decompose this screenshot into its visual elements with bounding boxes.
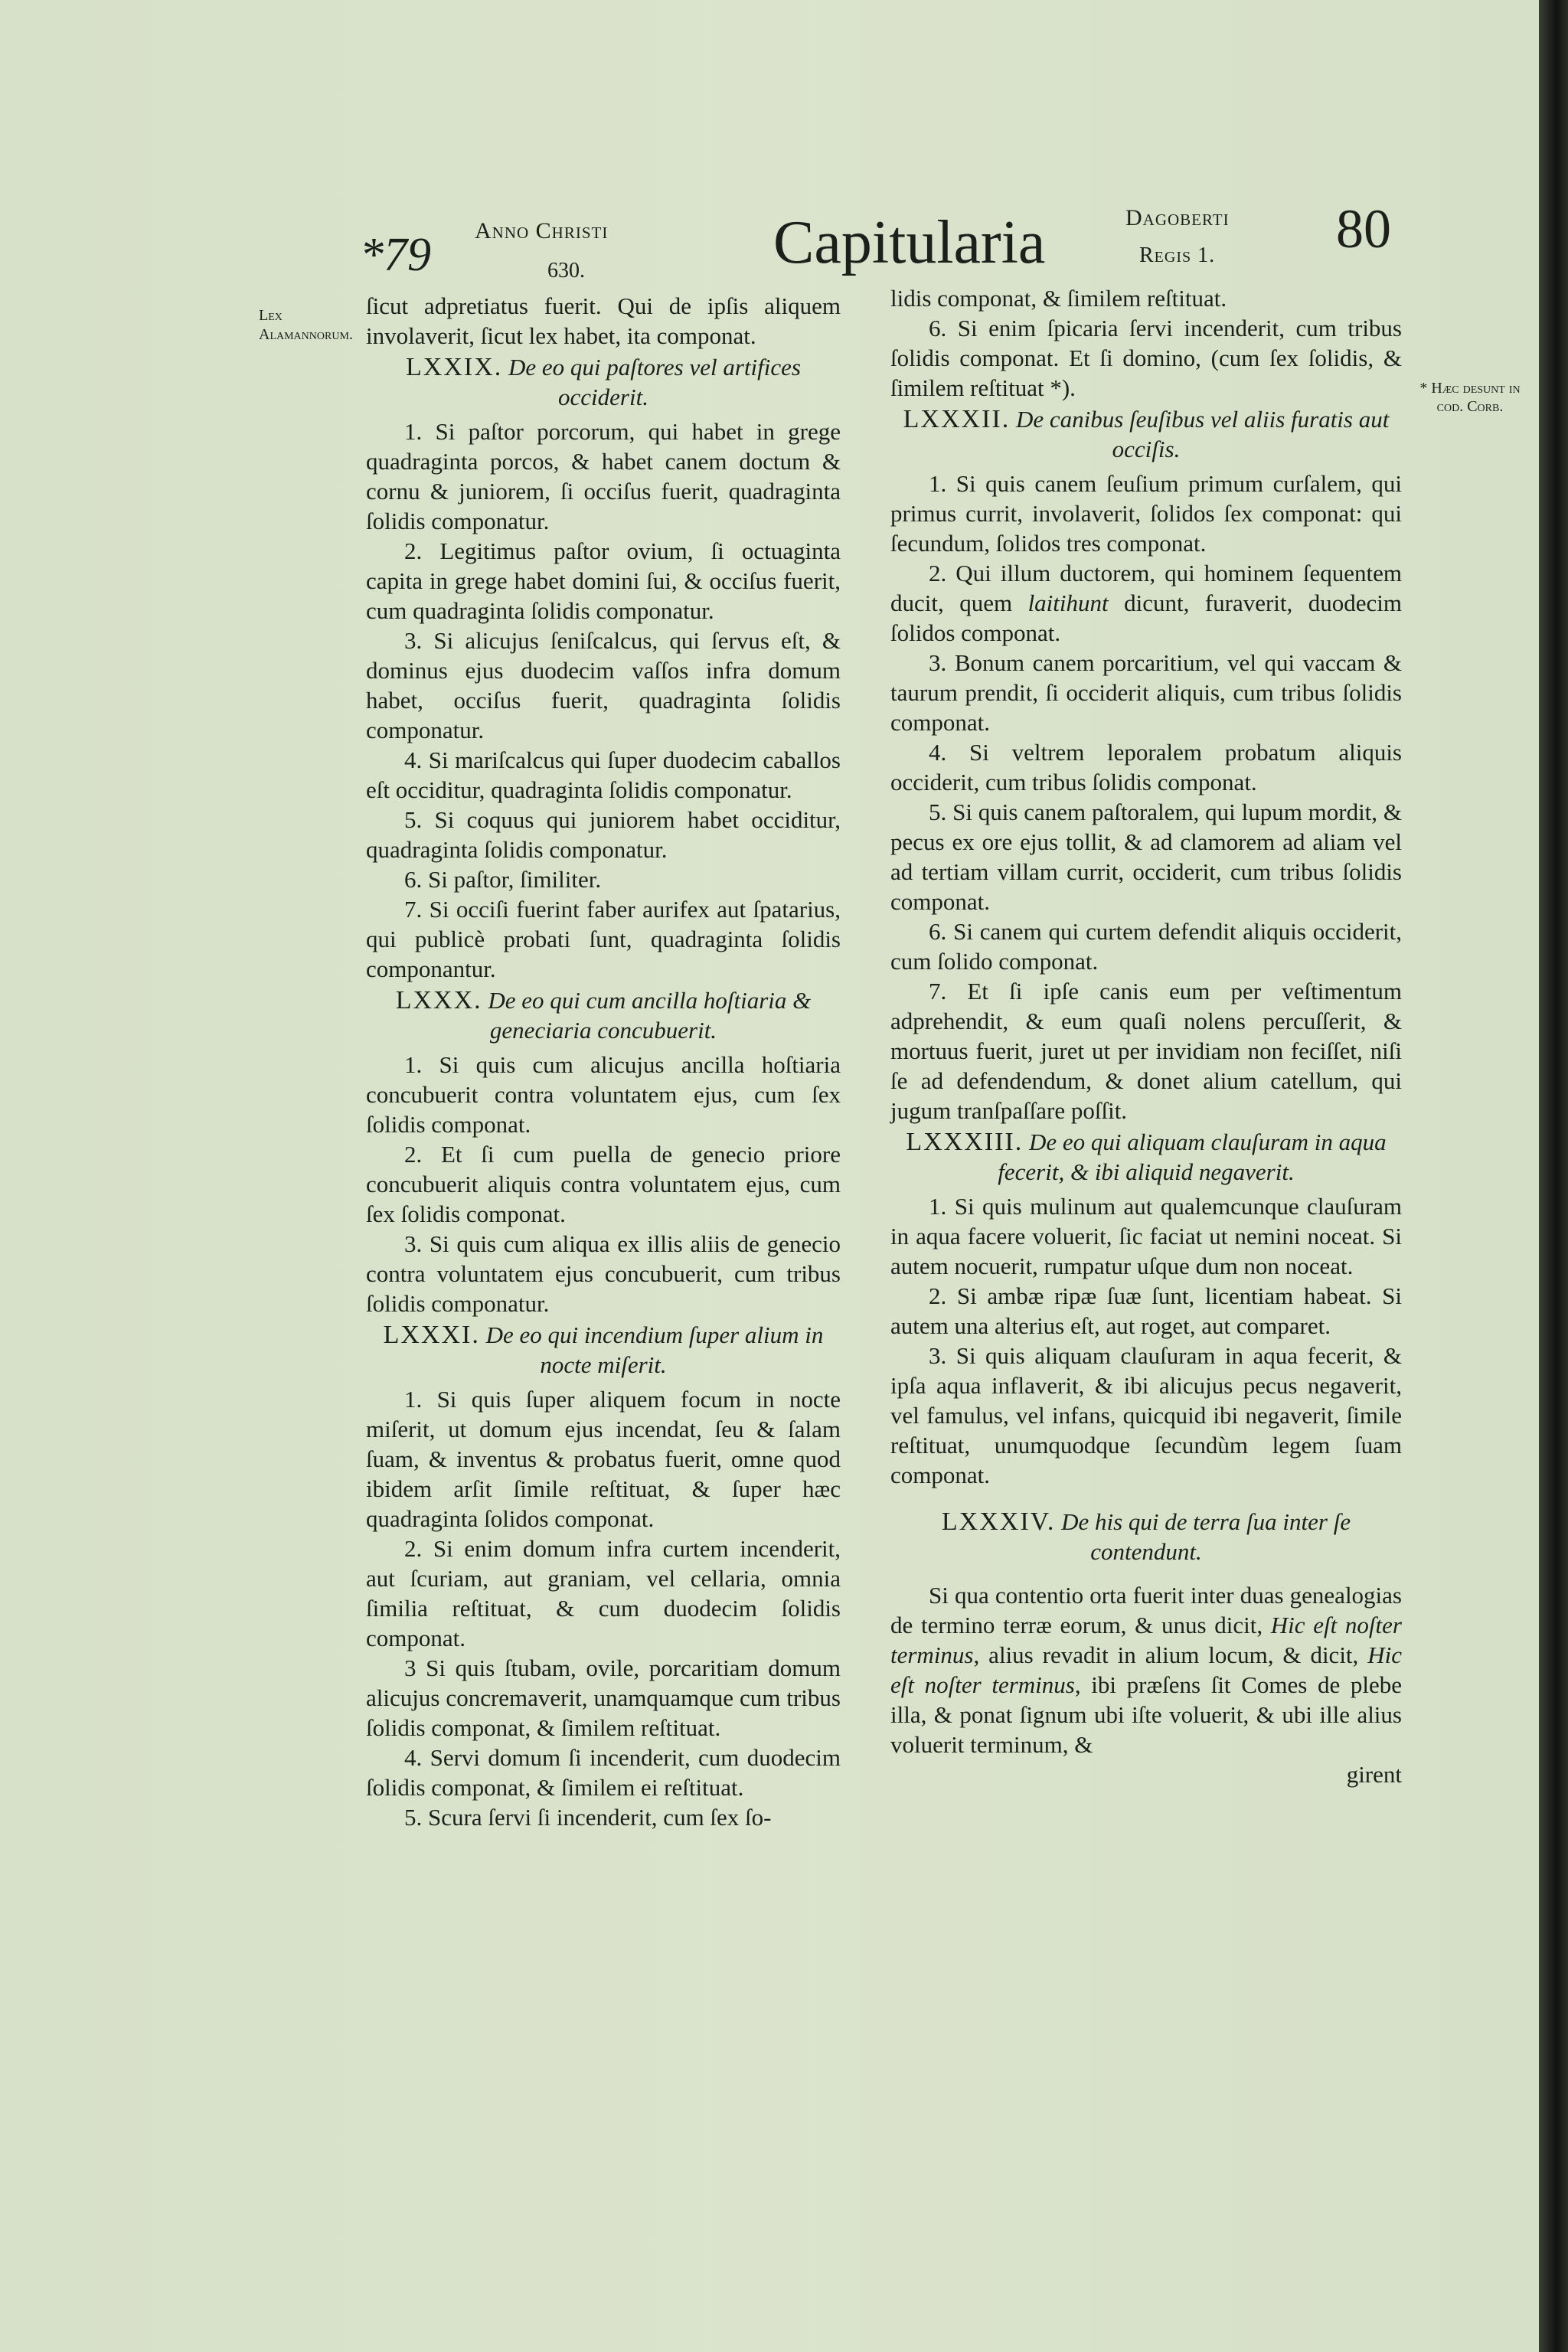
paragraph: ſicut adpretiatus fuerit. Qui de ipſis aliquem involaverit, ſicut lex habet, ita componat. — [366, 292, 841, 349]
italic-phrase: Hic eſt noſter terminus — [890, 1612, 1402, 1668]
italic-word: laitihunt — [1027, 590, 1109, 616]
paragraph: 7. Si occiſi fuerint faber aurifex aut ſpatarius, qui publicè probati ſunt, quadraginta ſolidis componantur. — [366, 896, 841, 982]
anno-christi-label: Anno Christi — [475, 218, 609, 243]
section-number: LXXX. — [395, 986, 482, 1014]
book-spine-edge — [1539, 0, 1568, 2352]
paragraph: 3. Si quis cum aliqua ex illis aliis de genecio contra voluntatem ejus concubuerit, cum tribus ſolidis componatur. — [366, 1230, 841, 1317]
section-title: De eo qui paſtores vel artifices occiderit. — [508, 354, 801, 410]
text-run: dicunt, furaverit, duodecim ſolidos componat. — [890, 590, 1402, 646]
paragraph: 2. Si enim domum infra curtem incenderit, aut ſcuriam, aut graniam, vel cellaria, omnia ſimilia reſtituat, & cum duodecim ſolidis componat. — [366, 1535, 841, 1651]
paragraph: 2. Si ambæ ripæ ſuæ ſunt, licentiam habeat. Si autem una alterius eſt, aut roget, aut comparet. — [890, 1282, 1402, 1339]
paragraph: 5. Scura ſervi ſi incenderit, cum ſex ſo- — [404, 1804, 772, 1831]
text-run: Si qua contentio orta fuerit inter duas genealogias de termino terræ eorum, & unus dicit, — [890, 1582, 1402, 1638]
section-number: LXXXII. — [903, 405, 1011, 433]
paragraph: 1. Si quis canem ſeuſium primum curſalem, qui primus currit, involaverit, ſolidos ſex componat: qui ſecundum, ſolidos tres componat. — [890, 470, 1402, 557]
paragraph: 5. Si quis canem paſtoralem, qui lupum mordit, & pecus ex ore ejus tollit, & ad clamorem ad aliam vel ad tertiam villam currit, occiderit, cum tribus ſolidis componat. — [890, 799, 1402, 915]
margin-note-left: Lex Alamannorum. — [259, 307, 353, 343]
paragraph: 6. Si enim ſpicaria ſervi incenderit, cum tribus ſolidis componat. Et ſi domino, (cum ſex ſolidis, & ſimilem reſtituat *). — [890, 315, 1402, 401]
text-run: , ibi præſens ſit Comes de plebe illa, & ponat ſignum ubi iſte voluerit, & ubi ille alius voluerit terminum, & — [890, 1671, 1402, 1758]
page-title: Capitularia — [773, 209, 1046, 276]
section-title: De eo qui cum ancilla hoſtiaria & geneciaria concubuerit. — [488, 987, 812, 1044]
section-title: De eo qui aliquam clauſuram in aqua fecerit, & ibi aliquid negaverit. — [998, 1129, 1387, 1185]
section-number: LXXIX. — [406, 353, 503, 381]
paragraph: 1. Si paſtor porcorum, qui habet in grege quadraginta porcos, & habet canem doctum & cornu & juniorem, ſi occiſus fuerit, quadraginta ſolidis componatur. — [366, 418, 841, 534]
dagoberti-label: Dagoberti — [1125, 205, 1230, 230]
section-number: LXXXIV. — [941, 1508, 1056, 1536]
paragraph — [890, 1580, 1402, 1759]
right-column — [890, 283, 1402, 1789]
paragraph: 1. Si quis ſuper aliquem focum in nocte miſerit, ut domum ejus incendat, ſeu & ſalam ſuam, & inventus & probatus fuerit, omne quod ibidem arſit ſimile reſtituat, & ſuper hæc quadraginta ſolidos componat. — [366, 1386, 841, 1532]
paragraph: 3 Si quis ſtubam, ovile, porcaritiam domum alicujus concremaverit, unamquamque cum tribus ſolidis componat, & ſimilem reſtituat. — [366, 1655, 841, 1741]
paragraph: 6. Si canem qui curtem defendit aliquis occiderit, cum ſolido componat. — [890, 918, 1402, 975]
paragraph: 5. Si coquus qui juniorem habet occiditur, quadraginta ſolidis componatur. — [366, 806, 841, 863]
section-heading — [366, 352, 841, 412]
section-heading — [366, 1320, 841, 1380]
section-number: LXXXIII. — [906, 1128, 1024, 1156]
paragraph: 1. Si quis cum alicujus ancilla hoſtiaria concubuerit contra voluntatem ejus, cum ſex ſolidis componat. — [366, 1051, 841, 1138]
year-label: 630. — [547, 259, 585, 283]
left-page-number: *79 — [360, 229, 431, 281]
paragraph: 1. Si quis mulinum aut qualemcunque clauſuram in aqua facere voluerit, ſic faciat ut nemini noceat. Si autem nocuerit, rumpatur uſque dum non noceat. — [890, 1193, 1402, 1279]
section-heading — [890, 1507, 1402, 1566]
paragraph: 4. Si mariſcalcus qui ſuper duodecim caballos eſt occiditur, quadraginta ſolidis componatur. — [366, 746, 841, 803]
regis-label: Regis 1. — [1139, 243, 1216, 267]
section-title: De eo qui incendium ſuper alium in nocte miſerit. — [485, 1321, 824, 1378]
left-column — [366, 291, 841, 1832]
section-heading — [890, 404, 1402, 464]
section-title: De canibus ſeuſibus vel aliis furatis aut occiſis. — [1015, 406, 1390, 462]
paragraph: lidis componat, & ſimilem reſtituat. — [890, 285, 1227, 312]
paragraph: 4. Si veltrem leporalem probatum aliquis occiderit, cum tribus ſolidis componat. — [890, 739, 1402, 795]
paragraph: 4. Servi domum ſi incenderit, cum duodecim ſolidis componat, & ſimilem ei reſtituat. — [366, 1744, 841, 1801]
section-heading — [366, 985, 841, 1045]
section-title: De his qui de terra ſua inter ſe contendunt. — [1061, 1508, 1351, 1565]
right-page-number: 80 — [1336, 198, 1391, 260]
section-heading — [890, 1127, 1402, 1187]
text-run: , alius revadit in alium locum, & dicit, — [973, 1642, 1368, 1668]
paragraph: 6. Si paſtor, ſimiliter. — [404, 866, 602, 893]
paragraph: 3. Si alicujus ſeniſcalcus, qui ſervus eſt, & dominus ejus duodecim vaſſos infra domum habet, occiſus fuerit, quadraginta ſolidis componatur. — [366, 627, 841, 743]
paragraph — [890, 558, 1402, 648]
paragraph: 2. Legitimus paſtor ovium, ſi octuaginta capita in grege habet domini ſui, & occiſus fuerit, cum quadraginta ſolidis componatur. — [366, 537, 841, 624]
paragraph: 3. Si quis aliquam clauſuram in aqua fecerit, & ipſa aqua inflaverit, & ibi alicujus pecus negaverit, vel famulus, vel infans, quicquid ibi negaverit, ſimile reſtituat, unumquodque ſecundùm legem ſuam componat. — [890, 1342, 1402, 1488]
italic-phrase: Hic eſt noſter terminus — [890, 1642, 1402, 1698]
catchword: girent — [1346, 1761, 1402, 1788]
paragraph: 3. Bonum canem porcaritium, vel qui vaccam & taurum prendit, ſi occiderit aliquis, cum tribus ſolidis componat. — [890, 649, 1402, 736]
section-number: LXXXI. — [383, 1321, 480, 1349]
paragraph: 7. Et ſi ipſe canis eum per veſtimentum adprehendit, & eum quaſi nolens percuſſerit, & mortuus fuerit, juret ut per invidiam non feciſſet, niſi ſe ad defendendum, & donet alium catellum, qui jugum tranſpaſſare poſſit. — [890, 978, 1402, 1124]
text-run: 2. Qui illum ductorem, qui hominem ſequentem ducit, quem — [890, 560, 1402, 616]
paragraph: 2. Et ſi cum puella de genecio priore concubuerit aliquis contra voluntatem ejus, cum ſex ſolidis componat. — [366, 1141, 841, 1227]
margin-note-right: * Hæc desunt in cod. Corb. — [1419, 380, 1521, 415]
